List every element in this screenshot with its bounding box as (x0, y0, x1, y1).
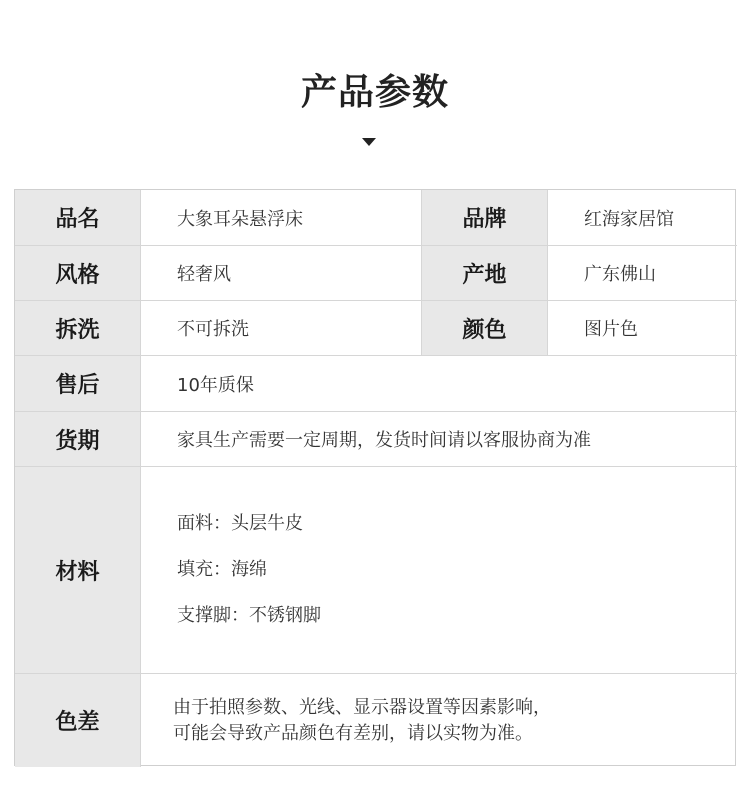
material-line-legs: 支撑脚：不锈钢脚 (177, 605, 321, 626)
color-diff-line-2: 可能会导致产品颜色有差别，请以实物为准。 (173, 722, 533, 744)
material-line-fabric: 面料：头层牛皮 (177, 513, 303, 534)
spec-table (14, 189, 736, 766)
material-value (141, 467, 737, 673)
delivery-label: 货期 (15, 412, 141, 466)
material-label: 材料 (15, 467, 141, 673)
material-lines (177, 501, 321, 639)
color-diff-value (141, 674, 737, 767)
material-line-filling: 填充：海绵 (177, 559, 267, 580)
color-value: 图片色 (584, 319, 638, 340)
table-row (15, 246, 737, 301)
color-label: 颜色 (422, 301, 548, 355)
table-row (15, 301, 737, 356)
table-row (15, 674, 737, 767)
name-label: 品名 (15, 190, 141, 245)
page-title: 产品参数 (300, 72, 449, 113)
after-sales-value: 10年质保 (177, 374, 254, 396)
style-value: 轻奢风 (141, 246, 422, 300)
table-row (15, 412, 737, 467)
color-diff-line-1: 由于拍照参数、光线、显示器设置等因素影响， (173, 696, 551, 718)
table-row (15, 467, 737, 674)
origin-label: 产地 (422, 246, 548, 300)
table-row (15, 190, 737, 246)
name-value: 大象耳朵悬浮床 (141, 190, 422, 245)
brand-value: 红海家居馆 (584, 208, 674, 230)
origin-value: 广东佛山 (584, 264, 656, 285)
table-row (15, 356, 737, 412)
wash-value: 不可拆洗 (141, 301, 422, 355)
color-diff-note (141, 695, 551, 747)
delivery-value: 家具生产需要一定周期，发货时间请以客服协商为准 (177, 430, 591, 451)
style-label: 风格 (15, 246, 141, 300)
color-diff-label: 色差 (15, 674, 141, 767)
brand-label: 品牌 (422, 190, 548, 245)
wash-label: 拆洗 (15, 301, 141, 355)
caret-down-icon (362, 138, 376, 146)
after-sales-label: 售后 (15, 356, 141, 411)
